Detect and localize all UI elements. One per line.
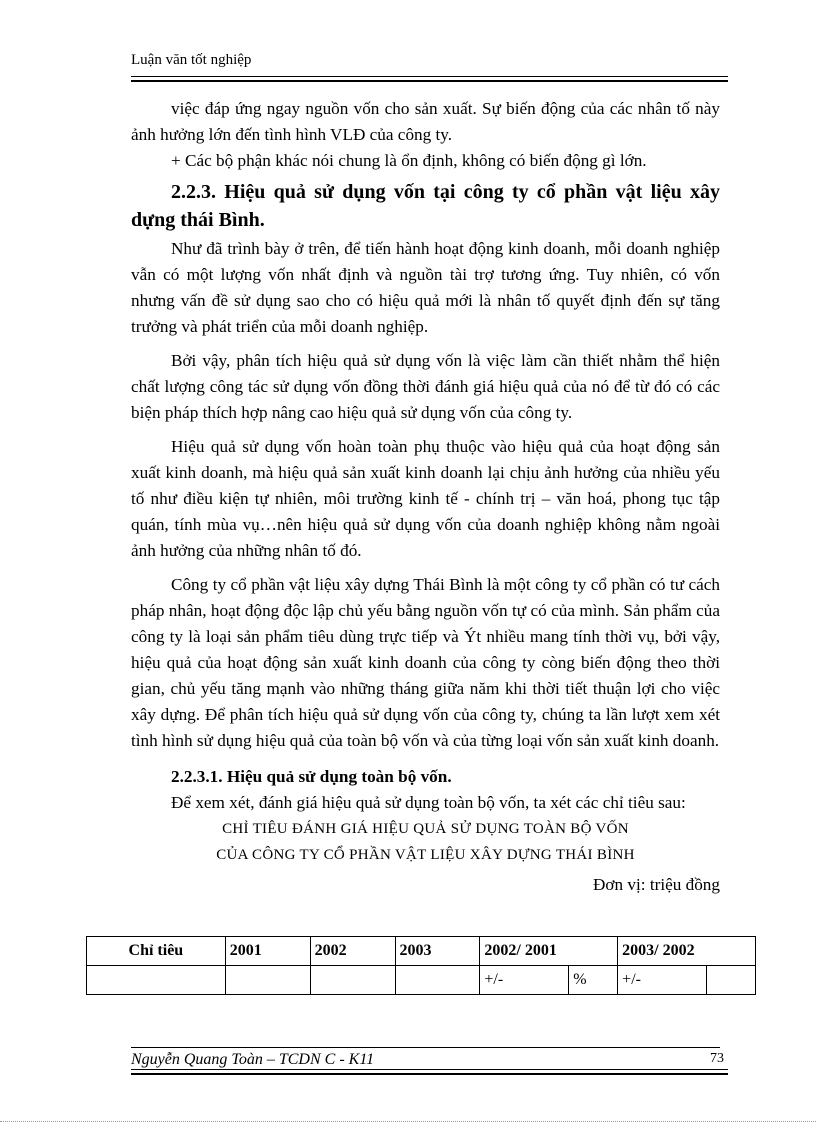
header-cell-indicator: Chỉ tiêu (87, 937, 226, 966)
footer-rule (131, 1047, 720, 1048)
header-rule-thick (131, 80, 728, 82)
table-cell (87, 966, 226, 995)
paragraph-2: + Các bộ phận khác nói chung là ổn định, không có biến động gì lớn. (171, 151, 647, 170)
paragraph-5: Hiệu quả sử dụng vốn hoàn toàn phụ thuộc vào hiệu quả của hoạt động sản xuất kinh doanh, mà hiệu quả sản xuất kinh doanh lại chịu ảnh hưởng của nhiều yếu tố như điều kiện tự nhiên, môi trường kinh tế - chính trị – văn hoá, phong tục tập quán, tính mùa vụ…nên hiệu quả sử dụng vốn của doanh nghiệp không nằm ngoài ảnh hưởng của những nhân tố đó. (131, 437, 720, 560)
header-rule-thin (131, 76, 728, 77)
running-header: Luận văn tốt nghiệp (131, 52, 252, 68)
page-body (131, 96, 720, 898)
footer-rule-thick (131, 1073, 728, 1075)
header-cell-2003-2002: 2003/ 2002 (618, 937, 756, 966)
footer-author: Nguyễn Quang Toàn – TCDN C - K11 (131, 1051, 375, 1068)
subsection-heading: 2.2.3.1. Hiệu quả sử dụng toàn bộ vốn. (171, 767, 452, 786)
table-cell (310, 966, 395, 995)
footer-rule-thin (131, 1069, 728, 1070)
indicator-table (86, 936, 756, 995)
subheader-percent: % (569, 966, 618, 995)
table-cell (225, 966, 310, 995)
paragraph-1: việc đáp ứng ngay nguồn vốn cho sản xuất. Sự biến động của các nhân tố này ảnh hưởng lớn đến tình hình VLĐ của công ty. (131, 99, 720, 144)
table-header-row (87, 937, 756, 966)
table-title-line-2: CỦA CÔNG TY CỔ PHẦN VẬT LIỆU XÂY DỰNG THÁI BÌNH (216, 847, 635, 863)
section-heading: 2.2.3. Hiệu quả sử dụng vốn tại công ty cổ phần vật liệu xây dựng thái Bình. (131, 181, 720, 231)
paragraph-4: Bởi vậy, phân tích hiệu quả sử dụng vốn là việc làm cần thiết nhằm thể hiện chất lượng công tác sử dụng vốn đồng thời đánh giá hiệu quả của nó để từ đó có các biện pháp thích hợp nâng cao hiệu quả sử dụng vốn của công ty. (131, 351, 720, 422)
table-title-line-1: CHỈ TIÊU ĐÁNH GIÁ HIỆU QUẢ SỬ DỤNG TOÀN BỘ VỐN (222, 821, 629, 837)
header-cell-2001: 2001 (225, 937, 310, 966)
subheader-diff: +/- (618, 966, 707, 995)
unit-label: Đơn vị: triệu đồng (592, 875, 720, 894)
header-cell-2002-2001: 2002/ 2001 (480, 937, 618, 966)
header-cell-2003: 2003 (395, 937, 480, 966)
page-edge-dots (0, 1121, 816, 1122)
table-cell (707, 966, 756, 995)
paragraph-3: Như đã trình bày ở trên, để tiến hành hoạt động kinh doanh, mỗi doanh nghiệp vẫn có một lượng vốn nhất định và nguồn tài trợ tương ứng. Tuy nhiên, có vốn nhưng vấn đề sử dụng sao cho có hiệu quả mới là nhân tố quyết định đến sự tăng trưởng và phát triển của mỗi doanh nghiệp. (131, 239, 720, 336)
subheader-diff: +/- (480, 966, 569, 995)
paragraph-7: Để xem xét, đánh giá hiệu quả sử dụng toàn bộ vốn, ta xét các chỉ tiêu sau: (171, 793, 686, 812)
table-subheader-row (87, 966, 756, 995)
page-number: 73 (710, 1051, 724, 1066)
header-cell-2002: 2002 (310, 937, 395, 966)
paragraph-6: Công ty cổ phần vật liệu xây dựng Thái Bình là một công ty cổ phần có tư cách pháp nhân, hoạt động độc lập chủ yếu bằng nguồn vốn tự có của mình. Sản phẩm của công ty là loại sản phẩm tiêu dùng trực tiếp và Ýt nhiều mang tính thời vụ, bởi vậy, hiệu quả của hoạt động sản xuất kinh doanh của công ty còng biến động theo thời gian, chủ yếu tăng mạnh vào những tháng giữa năm khi thời tiết thuận lợi cho việc xây dựng. Để phân tích hiệu quả sử dụng vốn của công ty, chúng ta lần lượt xem xét tình hình sử dụng hiệu quả của toàn bộ vốn và của từng loại vốn sản xuất kinh doanh. (131, 575, 720, 750)
table-cell (395, 966, 480, 995)
